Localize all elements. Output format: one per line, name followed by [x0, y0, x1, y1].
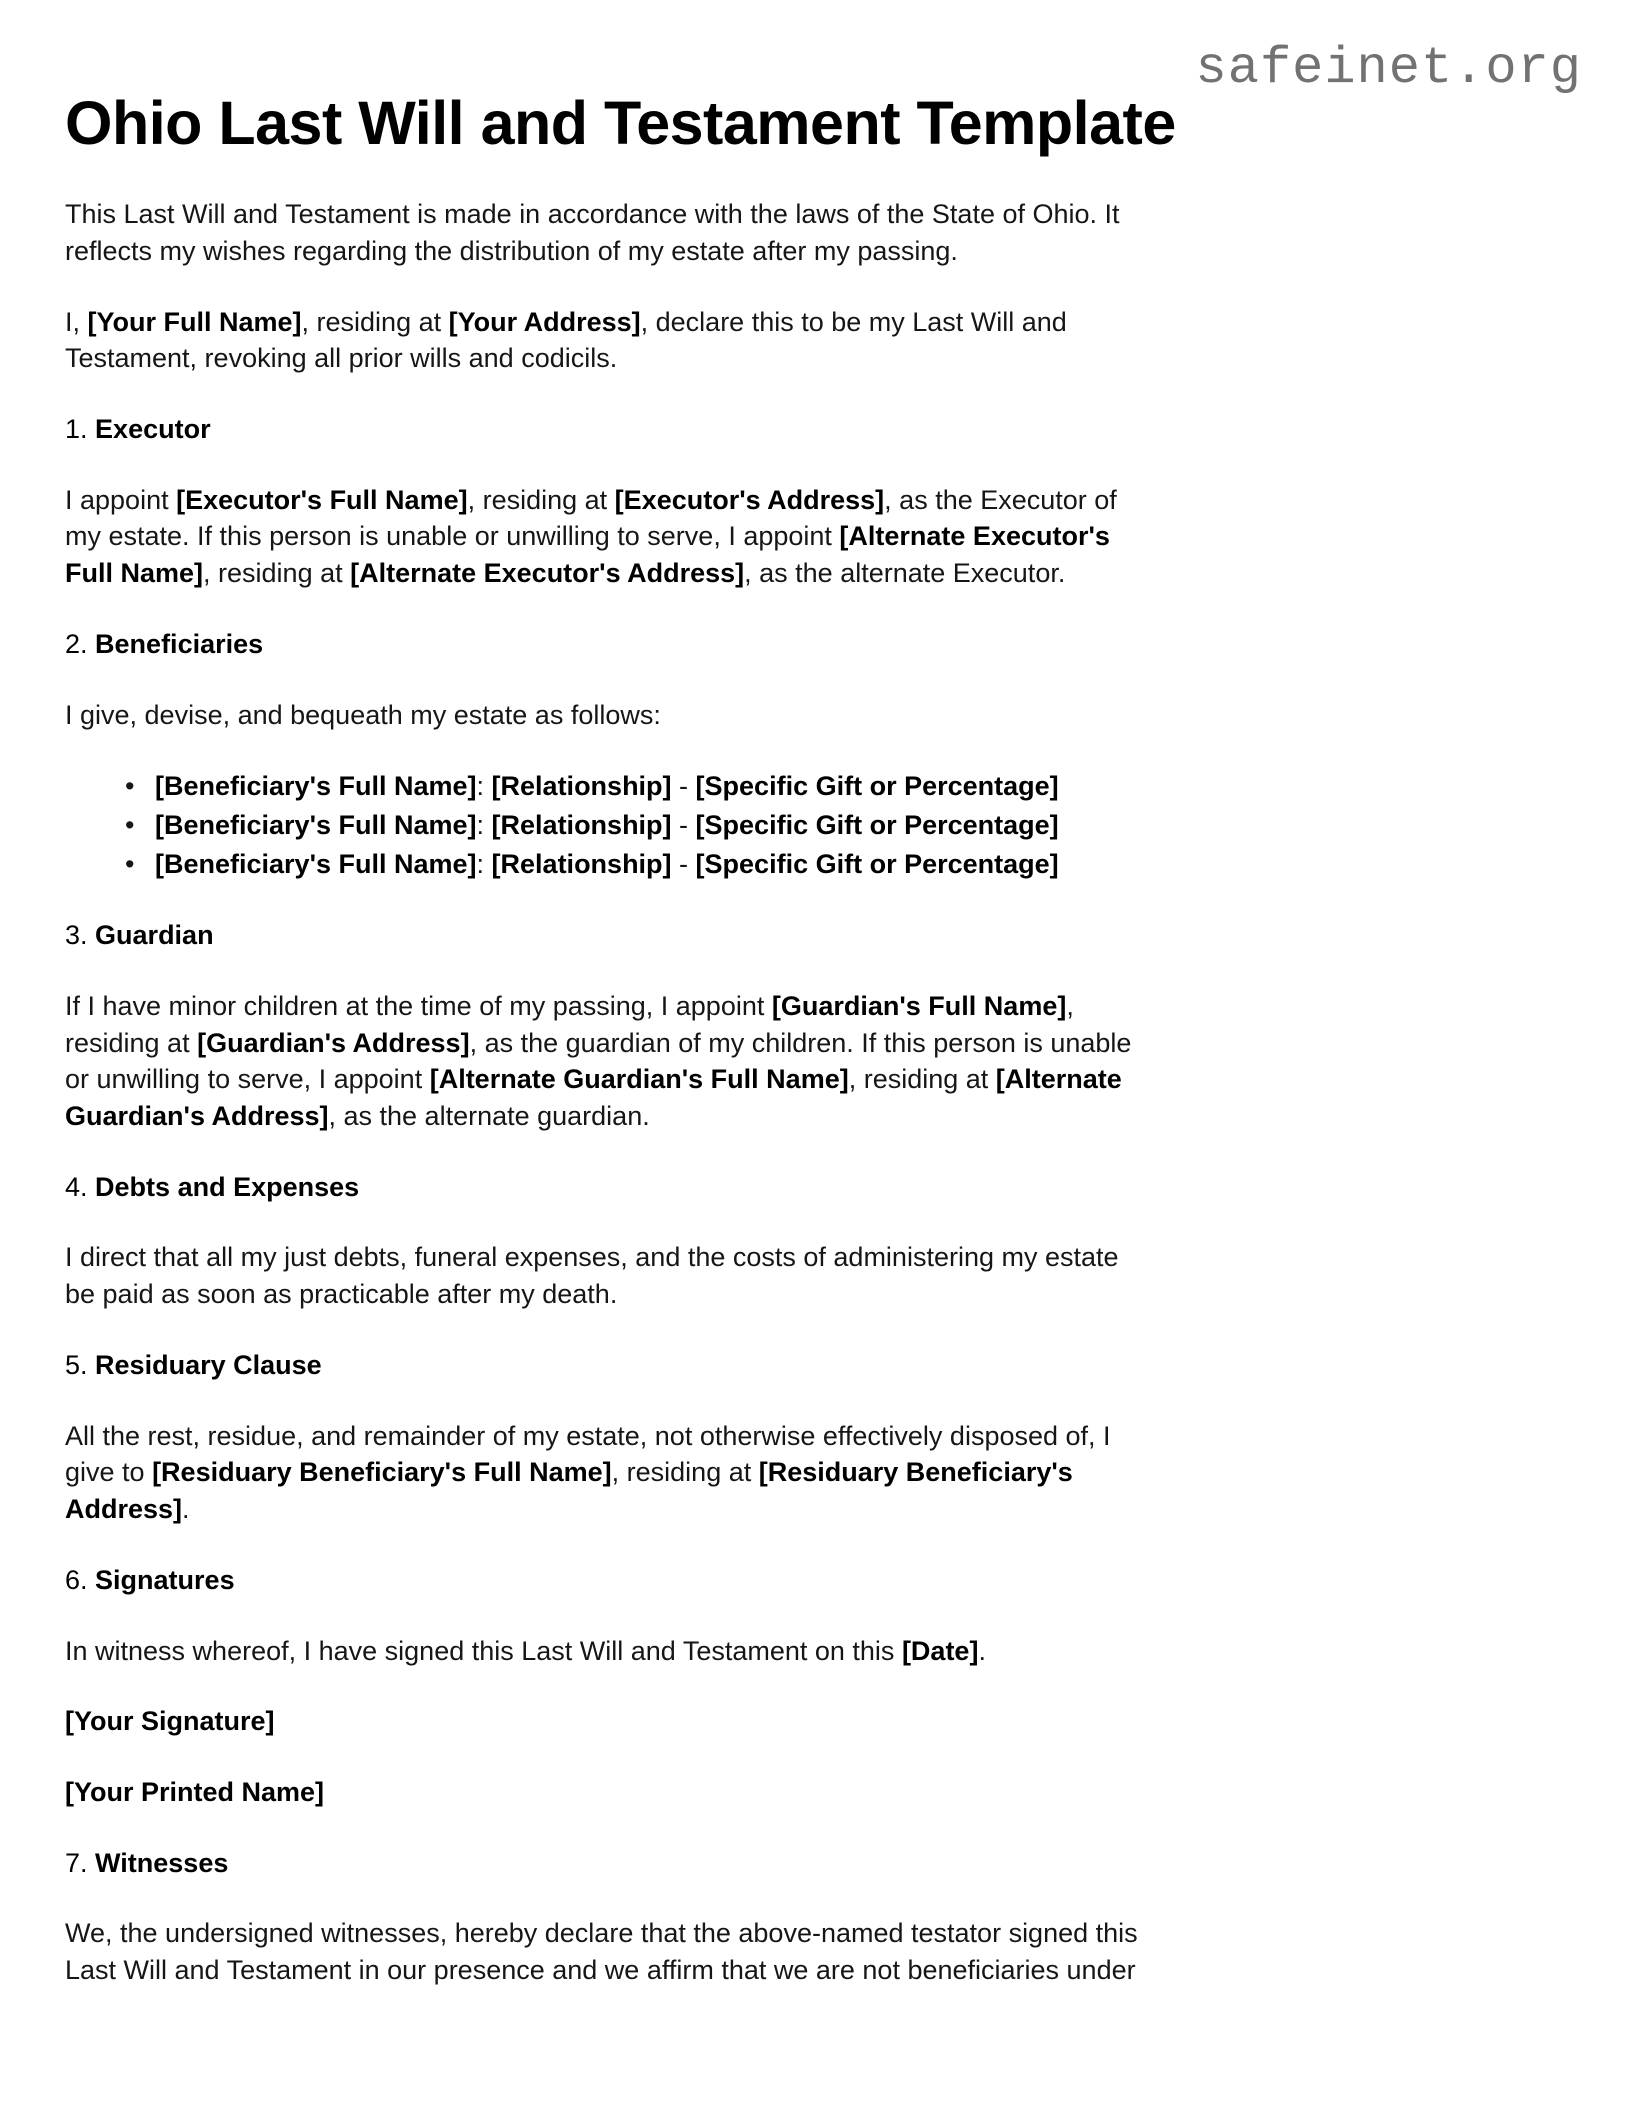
separator: : — [476, 809, 492, 840]
separator: - — [671, 809, 696, 840]
your-printed-name-placeholder: [Your Printed Name] — [65, 1776, 325, 1807]
signatures-text-1: In witness whereof, I have signed this Last Will and Testament on this — [65, 1635, 902, 1666]
declaration-paragraph — [65, 304, 1150, 377]
gift-placeholder: [Specific Gift or Percentage] — [695, 809, 1059, 840]
your-full-name-placeholder: [Your Full Name] — [87, 306, 302, 337]
section-title: Beneficiaries — [95, 628, 264, 659]
list-item — [125, 845, 1150, 884]
residuary-text-2: , residing at — [611, 1457, 759, 1488]
executor-paragraph — [65, 482, 1150, 592]
section-number: 6. — [65, 1564, 88, 1595]
gift-placeholder: [Specific Gift or Percentage] — [695, 848, 1059, 879]
section-title: Residuary Clause — [95, 1349, 322, 1380]
declaration-tail: , declare this to be my Last Will and Testament, revoking all prior wills and codicils. — [65, 306, 1067, 374]
space — [88, 414, 96, 444]
your-address-placeholder: [Your Address] — [448, 306, 641, 337]
separator: - — [671, 848, 696, 879]
space — [88, 920, 96, 950]
residuary-text-3: . — [182, 1494, 190, 1525]
section-number: 4. — [65, 1171, 88, 1202]
section-number: 5. — [65, 1349, 88, 1380]
beneficiaries-lead-in: I give, devise, and bequeath my estate as follows: — [65, 699, 661, 730]
section-title: Witnesses — [95, 1847, 229, 1878]
space — [88, 1565, 96, 1595]
page-title: Ohio Last Will and Testament Template — [65, 89, 1176, 157]
section-heading-debts-and-expenses — [65, 1169, 1150, 1206]
your-signature-placeholder: [Your Signature] — [65, 1706, 275, 1737]
guardian-address-placeholder: [Guardian's Address] — [197, 1027, 470, 1058]
alternate-executor-full-name-placeholder: [Alternate Executor's Full Name] — [65, 521, 1110, 589]
section-heading-witnesses — [65, 1845, 1150, 1882]
alternate-guardian-address-placeholder: [Alternate Guardian's Address] — [65, 1064, 1122, 1132]
alternate-executor-address-placeholder: [Alternate Executor's Address] — [350, 558, 745, 589]
guardian-paragraph — [65, 988, 1150, 1135]
list-item — [125, 767, 1150, 806]
relationship-placeholder: [Relationship] — [491, 848, 672, 879]
space — [88, 1848, 96, 1878]
declaration-lead: I, — [65, 306, 88, 337]
executor-text-5: , as the alternate Executor. — [744, 558, 1066, 589]
beneficiary-name-placeholder: [Beneficiary's Full Name] — [155, 809, 477, 840]
residuary-beneficiary-name-placeholder: [Residuary Beneficiary's Full Name] — [152, 1457, 612, 1488]
residuary-beneficiary-address-placeholder: [Residuary Beneficiary's Address] — [65, 1457, 1073, 1525]
site-watermark: safeinet.org — [1195, 39, 1582, 98]
section-number: 3. — [65, 920, 88, 951]
date-placeholder: [Date] — [901, 1635, 979, 1666]
beneficiaries-list — [65, 767, 1150, 883]
executor-address-placeholder: [Executor's Address] — [614, 484, 885, 515]
beneficiary-name-placeholder: [Beneficiary's Full Name] — [155, 848, 477, 879]
gift-placeholder: [Specific Gift or Percentage] — [695, 771, 1059, 802]
executor-text-4: , residing at — [203, 558, 351, 589]
section-number: 7. — [65, 1847, 88, 1878]
separator: - — [671, 771, 696, 802]
section-title: Debts and Expenses — [95, 1171, 360, 1202]
space — [88, 1172, 96, 1202]
residuary-text-1: All the rest, residue, and remainder of my estate, not otherwise effectively disposed of, I give to — [65, 1420, 1111, 1488]
guardian-text-2: , residing at — [65, 990, 1074, 1058]
guardian-full-name-placeholder: [Guardian's Full Name] — [771, 990, 1067, 1021]
section-heading-executor — [65, 411, 1150, 448]
relationship-placeholder: [Relationship] — [491, 809, 672, 840]
declaration-mid: , residing at — [301, 306, 449, 337]
signatures-paragraph — [65, 1633, 1150, 1670]
section-heading-residuary-clause — [65, 1347, 1150, 1384]
section-title: Guardian — [95, 920, 214, 951]
space — [88, 1350, 96, 1380]
executor-text-1: I appoint — [65, 484, 177, 515]
section-number: 2. — [65, 628, 88, 659]
guardian-text-5: , as the alternate guardian. — [328, 1101, 650, 1132]
guardian-text-1: If I have minor children at the time of my passing, I appoint — [65, 990, 772, 1021]
section-number: 1. — [65, 414, 88, 445]
executor-text-3: , as the Executor of my estate. If this person is unable or unwilling to serve, I appoint — [65, 484, 1117, 552]
witnesses-paragraph: We, the undersigned witnesses, hereby declare that the above-named testator signed this Last Will and Testament in our presence and we affirm that we are not beneficiaries under — [65, 1918, 1138, 1986]
space — [88, 629, 96, 659]
executor-text-2: , residing at — [467, 484, 615, 515]
executor-full-name-placeholder: [Executor's Full Name] — [176, 484, 468, 515]
separator: : — [476, 771, 492, 802]
intro-paragraph: This Last Will and Testament is made in accordance with the laws of the State of Ohio. It reflects my wishes regarding the distribution of my estate after my passing. — [65, 199, 1120, 266]
signatures-text-2: . — [978, 1635, 986, 1666]
section-title: Signatures — [95, 1564, 235, 1595]
separator: : — [476, 848, 492, 879]
alternate-guardian-full-name-placeholder: [Alternate Guardian's Full Name] — [429, 1064, 849, 1095]
section-title: Executor — [95, 414, 211, 445]
document-content — [65, 88, 1176, 2023]
section-heading-beneficiaries — [65, 626, 1150, 663]
section-heading-guardian — [65, 917, 1150, 954]
guardian-text-4: , residing at — [848, 1064, 996, 1095]
guardian-text-3: , as the guardian of my children. If this person is unable or unwilling to serve, I appoint — [65, 1027, 1132, 1095]
section-heading-signatures — [65, 1562, 1150, 1599]
residuary-clause-paragraph — [65, 1418, 1150, 1528]
relationship-placeholder: [Relationship] — [491, 771, 672, 802]
list-item — [125, 806, 1150, 845]
debts-and-expenses-paragraph: I direct that all my just debts, funeral expenses, and the costs of administering my estate be paid as soon as practicable after my death. — [65, 1242, 1119, 1310]
beneficiary-name-placeholder: [Beneficiary's Full Name] — [155, 771, 477, 802]
